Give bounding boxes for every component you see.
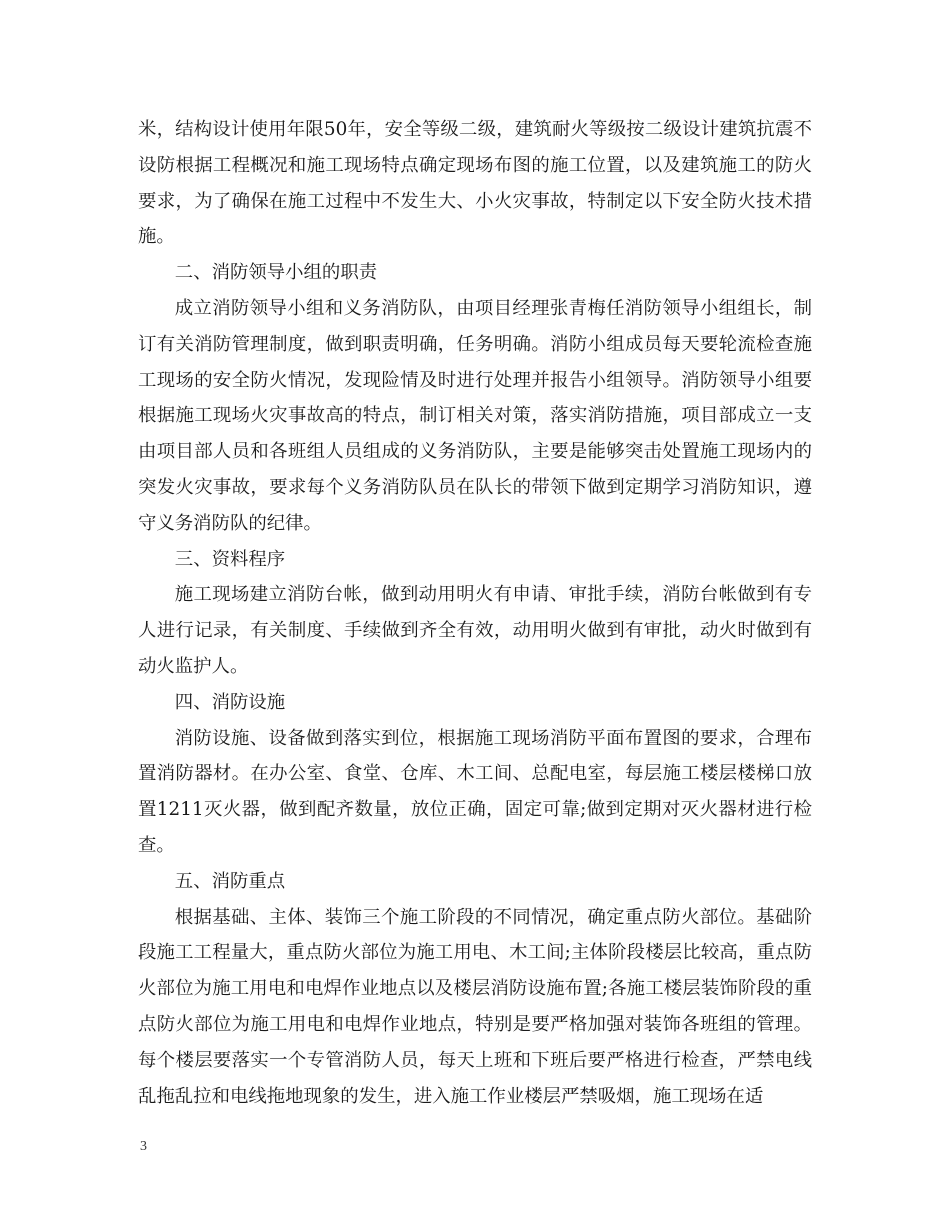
section-heading: 三、资料程序 bbox=[174, 548, 286, 570]
document-body bbox=[138, 112, 812, 1114]
body-paragraph: 成立消防领导小组和义务消防队，由项目经理张青梅任消防领导小组组长，制订有关消防管理制度，做到职责明确，任务明确。消防小组成员每天要轮流检查施工现场的安全防火情况，发现险情及时进行处理并报告小组领导。消防领导小组要根据施工现场火灾事故高的特点，制订相关对策，落实消防措施，项目部成立一支由项目部人员和各班组人员组成的义务消防队，主要是能够突击处置施工现场内的突发火灾事故，要求每个义务消防队员在队长的带领下做到定期学习消防知识，遵守义务消防队的纪律。 bbox=[138, 297, 812, 534]
page-number: 3 bbox=[140, 1139, 147, 1154]
section-heading: 四、消防设施 bbox=[174, 691, 286, 713]
body-paragraph: 消防设施、设备做到落实到位，根据施工现场消防平面布置图的要求，合理布置消防器材。在办公室、食堂、仓库、木工间、总配电室，每层施工楼层楼梯口放置1211灭火器，做到配齐数量，放位正确，固定可靠;做到定期对灭火器材进行检查。 bbox=[138, 727, 812, 856]
body-paragraph: 施工现场建立消防台帐，做到动用明火有申请、审批手续，消防台帐做到有专人进行记录，有关制度、手续做到齐全有效，动用明火做到有审批，动火时做到有动火监护人。 bbox=[138, 584, 812, 677]
body-paragraph: 米，结构设计使用年限50年，安全等级二级，建筑耐火等级按二级设计建筑抗震不设防根据工程概况和施工现场特点确定现场布图的施工位置，以及建筑施工的防火要求，为了确保在施工过程中不发生大、小火灾事故，特制定以下安全防火技术措施。 bbox=[138, 119, 812, 248]
body-paragraph: 根据基础、主体、装饰三个施工阶段的不同情况，确定重点防火部位。基础阶段施工工程量大，重点防火部位为施工用电、木工间;主体阶段楼层比较高，重点防火部位为施工用电和电焊作业地点以及楼层消防设施布置;各施工楼层装饰阶段的重点防火部位为施工用电和电焊作业地点，特别是要严格加强对装饰各班组的管理。每个楼层要落实一个专管消防人员，每天上班和下班后要严格进行检查，严禁电线乱拖乱拉和电线拖地现象的发生，进入施工作业楼层严禁吸烟，施工现场在适 bbox=[138, 906, 812, 1107]
section-heading: 二、消防领导小组的职责 bbox=[174, 262, 378, 284]
section-heading: 五、消防重点 bbox=[174, 870, 286, 892]
